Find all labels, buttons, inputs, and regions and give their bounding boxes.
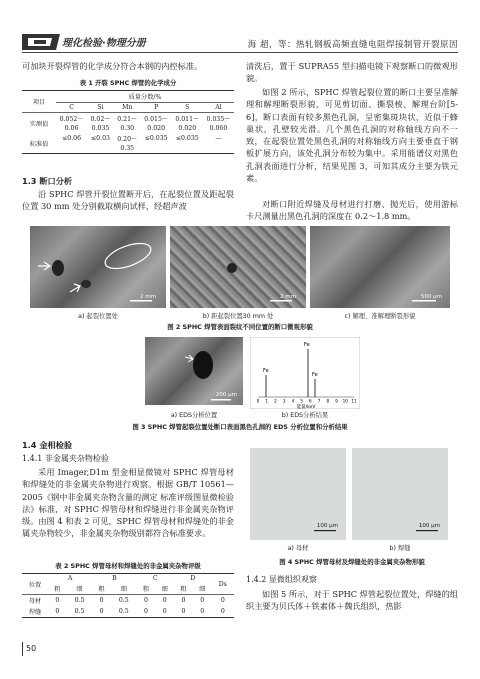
table1-cell: 0.20～: [117, 136, 138, 143]
fig4b-image: [352, 448, 448, 540]
eds-x-tick-label: 7: [317, 398, 321, 404]
fig3a-label: a) EDS分析位置: [170, 412, 218, 419]
table2-cell: 0: [143, 608, 148, 615]
eds-x-tick-label: 5: [300, 398, 303, 404]
table1-cell: [141, 144, 172, 154]
table2-row-label: 母材: [28, 598, 42, 605]
fig4a-label: a) 母材: [287, 545, 309, 552]
table1-cell: [56, 144, 87, 154]
table1-cell: [172, 144, 203, 154]
table2-sub: 粗: [180, 586, 187, 593]
header-rule: [22, 52, 458, 53]
fig2a-scale: 2 mm: [140, 294, 156, 300]
table2-cell: 0: [220, 597, 225, 604]
table2-cell: 0: [220, 608, 225, 615]
fig2b-scale: 2 mm: [280, 294, 296, 300]
table2-cell: 0: [181, 597, 186, 604]
table1-col: S: [185, 104, 190, 111]
journal-logo-text: 理化检验·物理分册: [62, 38, 146, 49]
table2-sub: 细: [76, 586, 83, 593]
fig2c-scale: 500 μm: [420, 294, 442, 300]
footer-rule: [22, 642, 23, 656]
running-title: 海 超，等：热轧钢板高频直缝电阻焊接制管开裂原因: [247, 40, 458, 50]
eds-x-tick-label: 0: [256, 398, 260, 404]
page-number: 50: [26, 644, 37, 653]
table2-cell: 0.5: [118, 597, 129, 604]
fig2b-label: b) 距起裂位置30 mm 处: [202, 313, 274, 320]
eds-x-tick-label: 4: [291, 398, 295, 404]
table2-cell: 0: [162, 597, 167, 604]
table1-cell: —: [215, 135, 222, 142]
table1-col: Si: [97, 104, 104, 111]
eds-x-tick-label: 2: [274, 398, 277, 404]
eds-x-tick-label: 1: [265, 398, 269, 404]
eds-x-tick-label: 10: [342, 398, 348, 404]
eds-spectrum-svg: [250, 337, 360, 409]
table2-cell: 0.5: [118, 608, 129, 615]
fig3a-image: [145, 337, 243, 405]
fig3a-scale: 200 μm: [215, 392, 237, 398]
table2-group: A: [67, 575, 73, 582]
table2: [22, 573, 234, 618]
table1: [22, 90, 234, 154]
table1-cell: 0.30: [120, 125, 135, 132]
fig4b-label: b) 焊缝: [389, 545, 411, 552]
eds-x-tick-label: 6: [309, 398, 312, 404]
section-1-4-2-heading: 1.4.2 显微组织观察: [246, 575, 317, 584]
fig2a-label: a) 起裂位置处: [78, 313, 118, 320]
table1-cell: 0.020: [178, 125, 197, 132]
table2-caption: 表 2 SPHC 焊管母材和焊缝处的非金属夹杂物评级: [55, 562, 201, 570]
table2-cell: 0: [99, 597, 104, 604]
fig3-caption: 图 3 SPHC 焊管起裂位置处断口表面黑色孔洞的 EDS 分析位置和分析结果: [132, 423, 348, 431]
table1-row-label: 实测值: [29, 120, 49, 128]
table1-cell: ≤0.06: [62, 135, 82, 142]
table1-cell: 0.011～: [175, 116, 200, 123]
fig2c-image: [310, 226, 450, 308]
section-1-4-1-heading: 1.4.1 非金属夹杂物检验: [22, 454, 109, 463]
fe-label-1: Fe: [263, 368, 269, 374]
table2-sub: 细: [120, 586, 127, 593]
table2-group: C: [152, 575, 158, 582]
table2-group: D: [190, 575, 196, 582]
table2-group: B: [112, 575, 117, 582]
table1-cell: [87, 144, 114, 154]
table1-col: Mn: [122, 104, 133, 111]
fig2a-image: [30, 226, 166, 308]
fig3b-chart: [250, 337, 360, 409]
fig4b-scale: 100 μm: [418, 523, 440, 529]
eds-x-tick-label: 8: [326, 398, 330, 404]
fig2c-label: c) 解理、准解理断裂形貌: [344, 313, 416, 320]
table2-sub: 细: [161, 586, 168, 593]
table2-cell: 0: [55, 597, 60, 604]
eds-x-tick-label: 11: [351, 398, 357, 404]
table1-col: C: [69, 104, 74, 111]
fig4a-scale: 100 μm: [316, 523, 338, 529]
fig3b-label: b) EDS分析结果: [281, 412, 329, 419]
table1-cell: [203, 144, 234, 154]
table2-sub: 粗: [142, 586, 149, 593]
table1-row-header: 项目: [32, 99, 46, 106]
table2-cell: 0.5: [74, 597, 85, 604]
table1-cell: 0.35: [120, 145, 135, 152]
table2-group: Ds: [218, 580, 227, 588]
table2-cell: 0: [99, 608, 104, 615]
table1-cell: ≤0.035: [175, 135, 199, 142]
table2-cell: 0: [143, 597, 148, 604]
fig4-caption: 图 4 SPHC 焊管母材及焊缝处的非金属夹杂物形貌: [279, 558, 425, 566]
table2-sub: 细: [199, 586, 206, 593]
table1-cell: 0.052～: [59, 116, 84, 123]
table2-cell: 0: [162, 608, 167, 615]
fig4a-image: [250, 448, 346, 540]
table1-group-header: 质量分数/%: [56, 91, 234, 103]
eds-x-tick-label: 9: [335, 398, 338, 404]
table1-cell: 0.015～: [144, 116, 169, 123]
left-intro: 可加块开裂焊管的化学成分符合本钢的内控标准。: [22, 61, 203, 71]
table2-sub: 粗: [98, 586, 105, 593]
table2-cell: 0: [200, 597, 205, 604]
fig2b-image: [170, 226, 306, 308]
table1-cell: ≤0.03: [91, 135, 110, 142]
table2-cell: 0.5: [74, 608, 85, 615]
section-1-3-para: 沿 SPHC 焊管开裂位置断开后，在起裂位置及距起裂位置 30 mm 处分别截取横向试样，经超声波: [22, 189, 234, 212]
right-col-p2: 如图 2 所示，SPHC 焊管起裂位置的断口主要呈准解理和解理断裂形貌，可见剪切面、撕裂棱、解理台阶[5-6]，断口表面有较多黑色孔洞，呈密集斑块状，近似于蜂巢状，孔壁较光滑。几个黑色孔洞的对称轴线方向不一致，在起裂位置处黑色孔洞的对称轴线方向主要垂直于钢板扩展方向，该处孔洞分布较为集中。采用能谱仪对黑色孔洞表面进行分析，结果见图 3，可知其成分主要为铁元素。: [246, 87, 458, 184]
table2-sub: 粗: [54, 586, 61, 593]
table1-caption: 表 1 开裂 SPHC 焊管的化学成分: [79, 79, 177, 87]
table1-cell: 0.06: [64, 125, 79, 132]
journal-logo: [22, 30, 162, 52]
table1-cell: ≤0.035: [144, 135, 168, 142]
table1-row-label: 标准值: [29, 140, 49, 148]
right-col-p1: 清洗后，置于 SUPRA55 型扫描电镜下观察断口的微观形貌。: [246, 61, 458, 84]
eds-x-unit: 能量/keV: [296, 405, 316, 409]
section-1-3-heading: 1.3 断口分析: [22, 176, 73, 186]
table1-cell: 0.21～: [117, 116, 138, 123]
table2-cell: 0: [181, 608, 186, 615]
table1-cell: 0.020: [147, 125, 166, 132]
table1-col: P: [154, 104, 159, 111]
section-1-4-para: 采用 Imager,D1m 型金相显微镜对 SPHC 焊管母材和焊缝处的非金属夹杂物进行观察。根据 GB/T 10561—2005《钢中非金属夹杂物含量的测定 标准评级图显微检验法》标准，对 SPHC 焊管母材和焊缝进行非金属夹杂物评级。由图 4 和表 2 可见，SPHC 焊管母材和焊缝处的非金属夹杂物较少，非金属夹杂物级别都符合标准要求。: [22, 467, 234, 539]
table1-cell: 0.035～: [206, 116, 231, 123]
table2-cell: 0: [200, 608, 205, 615]
section-1-4-2-para: 如图 5 所示，对于 SPHC 焊管起裂位置处，焊缝的组织主要为贝氏体＋铁素体＋魏氏组织，热影: [246, 589, 458, 612]
table1-cell: 0.035: [91, 125, 110, 132]
fig2-caption: 图 2 SPHC 焊管表面裂纹不同位置的断口微观形貌: [167, 323, 313, 331]
fe-label-2: Fe: [304, 342, 310, 348]
fe-label-3: Fe: [312, 372, 318, 378]
table1-cell: 0.060: [209, 125, 228, 132]
table2-row-label: 焊缝: [28, 609, 42, 616]
right-col-p3: 对断口附近焊缝及母材进行打磨、抛光后，使用游标卡尺测量出黑色孔洞的深度在 0.2～1.8 mm。: [246, 199, 458, 222]
table1-cell: 0.02～: [90, 116, 111, 123]
table2-cell: 0: [55, 608, 60, 615]
section-1-4-heading: 1.4 金相检验: [22, 440, 73, 450]
table1-col: Al: [215, 104, 222, 111]
eds-x-tick-label: 3: [282, 398, 286, 404]
table2-row-header: 位置: [28, 581, 42, 589]
